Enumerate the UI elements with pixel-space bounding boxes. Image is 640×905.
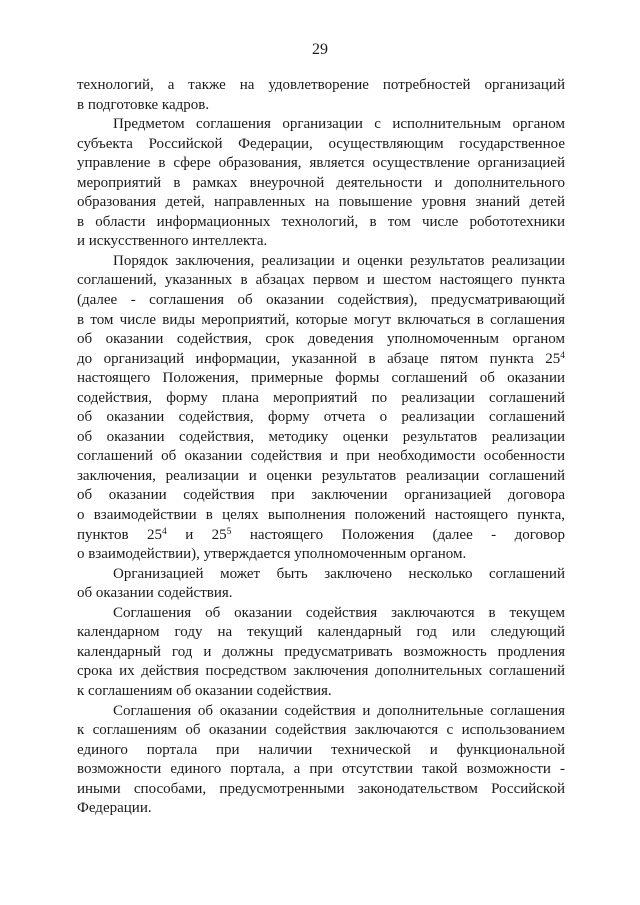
text-line: до организаций информации, указанной в абзаце пятом пункта $25^4$ <box>77 350 565 367</box>
text-line: о взаимодействии), утверждается уполномоченным органом. <box>77 546 467 563</box>
text-line: соглашений об оказании содействия и при необходимости особенности <box>77 448 565 465</box>
text-line: в том числе виды мероприятий, которые могут включаться в соглашения <box>77 311 565 328</box>
text-line: заключения, реализации и оценки результатов реализации соглашений <box>77 467 565 484</box>
body-text <box>77 76 565 819</box>
text-line: об оказании содействия, методику оценки результатов реализации <box>77 428 565 445</box>
text-line: иными способами, предусмотренными законодательством Российской <box>77 780 565 797</box>
text-line: настоящего Положения, примерные формы соглашений об оказании <box>77 370 565 387</box>
page-number: 29 <box>312 41 328 58</box>
text-line: управление в сфере образования, является осуществление организацией <box>77 155 565 172</box>
text-line: об оказании содействия, форму отчета о реализации соглашений <box>77 409 565 426</box>
superscript: 5 <box>226 526 232 537</box>
text-line: в области информационных технологий, в том числе робототехники <box>77 213 565 230</box>
text-line: и искусственного интеллекта. <box>77 233 268 250</box>
text-line: (далее - соглашения об оказании содействия), предусматривающий <box>77 292 565 309</box>
text-line: содействия, форму плана мероприятий по реализации соглашений <box>77 389 565 406</box>
text-line: технологий, а также на удовлетворение потребностей организаций <box>77 77 565 93</box>
text-line: Предметом соглашения организации с исполнительным органом <box>113 116 565 133</box>
text-line: к соглашениям об оказании содействия. <box>77 682 332 699</box>
text-line: Порядок заключения, реализации и оценки результатов реализации <box>113 252 565 269</box>
text-line: в подготовке кадров. <box>77 96 210 113</box>
superscript: 4 <box>162 526 167 537</box>
text-line: образования детей, направленных на повышение уровня знаний детей <box>77 194 565 211</box>
text-line: мероприятий в рамках внеурочной деятельности и дополнительного <box>77 174 565 191</box>
text-line: об оказании содействия, срок доведения уполномоченным органом <box>77 331 565 348</box>
text-line: Соглашения об оказании содействия заключаются в текущем <box>113 604 565 621</box>
text-line: соглашений, указанных в абзацах первом и шестом настоящего пункта <box>77 272 565 289</box>
text-line: Соглашения об оказании содействия и дополнительные соглашения <box>113 702 565 719</box>
text-line: об оказании содействия. <box>77 585 233 602</box>
text-line: календарном году на текущий календарный год или следующий <box>77 624 565 641</box>
text-line: об оказании содействия при заключении организацией договора <box>77 487 565 504</box>
text-line: о взаимодействии в целях выполнения положений настоящего пункта, <box>77 507 565 524</box>
text-line: возможности единого портала, а при отсутствии такой возможности - <box>77 761 565 778</box>
text-line: Федерации. <box>77 800 152 817</box>
superscript: 4 <box>560 350 565 361</box>
text-line: пунктов $25^4$ и $25^5$ настоящего Положения (далее - договор <box>77 526 565 543</box>
text-line: календарный год и должны предусматривать возможность продления <box>77 643 565 660</box>
text-line: к соглашениям об оказании содействия заключаются с использованием <box>77 722 565 739</box>
text-line: Организацией может быть заключено несколько соглашений <box>113 565 565 582</box>
text-line: субъекта Российской Федерации, осуществляющим государственное <box>77 135 565 152</box>
text-line: единого портала при наличии технической и функциональной <box>77 741 565 758</box>
text-line: срока их действия посредством заключения дополнительных соглашений <box>77 663 565 680</box>
